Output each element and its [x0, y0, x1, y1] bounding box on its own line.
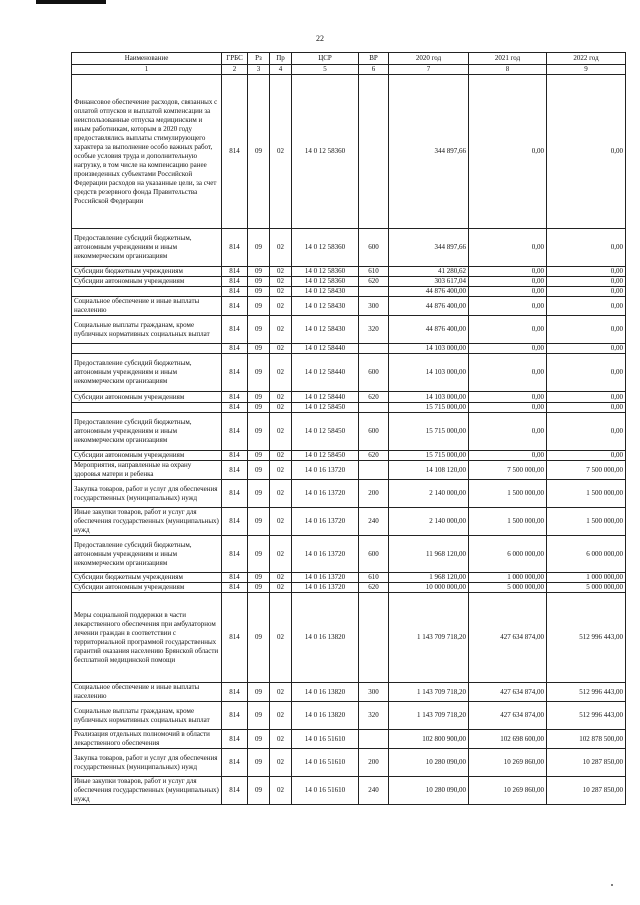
- row-csr: 14 0 12 58360: [292, 75, 359, 229]
- row-grbs: 814: [222, 344, 248, 354]
- row-rz: 09: [248, 461, 270, 480]
- row-name: Социальное обеспечение и иные выплаты населению: [72, 683, 222, 702]
- table-row: [72, 683, 626, 702]
- row-grbs: 814: [222, 403, 248, 413]
- row-amount-2022: 512 996 443,00: [547, 683, 626, 702]
- row-amount-2021: 0,00: [469, 75, 547, 229]
- row-vr: 620: [359, 451, 389, 461]
- row-amount-2021: 1 000 000,00: [469, 573, 547, 583]
- table-row: [72, 316, 626, 344]
- table-row: [72, 277, 626, 287]
- row-pr: 02: [270, 730, 292, 749]
- row-amount-2020: 11 968 120,00: [389, 536, 469, 573]
- row-csr: 14 0 16 51610: [292, 777, 359, 805]
- row-rz: 09: [248, 267, 270, 277]
- table-row: [72, 354, 626, 392]
- row-name: Финансовое обеспечение расходов, связанных с оплатой отпусков и выплатой компенсации за неиспользованные отпуска медицинским и иным работникам, которым в 2020 году предоставлялись выплаты стимулирующего характера за выполнение особо важных работ, особые условия труда и дополнительную нагрузку, в том числе на компенсацию ранее произведенных субъектами Российской Федерации расходов на указанные цели, за счет средств резервного фонда Правительства Российской Федерации: [72, 75, 222, 229]
- row-amount-2021: 10 269 860,00: [469, 749, 547, 777]
- row-csr: 14 0 12 58450: [292, 403, 359, 413]
- row-csr: 14 0 12 58440: [292, 354, 359, 392]
- scan-speck: [611, 884, 613, 886]
- row-grbs: 814: [222, 508, 248, 536]
- table-row: [72, 583, 626, 593]
- row-csr: 14 0 16 13720: [292, 583, 359, 593]
- row-vr: 300: [359, 297, 389, 316]
- row-name: Мероприятия, направленные на охрану здоровья матери и ребенка: [72, 461, 222, 480]
- row-name: Субсидии бюджетным учреждениям: [72, 267, 222, 277]
- row-amount-2022: 0,00: [547, 229, 626, 267]
- row-amount-2021: 10 269 860,00: [469, 777, 547, 805]
- row-name: [72, 403, 222, 413]
- row-csr: 14 0 12 58440: [292, 344, 359, 354]
- row-amount-2020: 14 108 120,00: [389, 461, 469, 480]
- row-amount-2020: 2 140 000,00: [389, 480, 469, 508]
- row-grbs: 814: [222, 461, 248, 480]
- row-vr: [359, 75, 389, 229]
- row-csr: 14 0 16 13820: [292, 683, 359, 702]
- row-vr: 610: [359, 267, 389, 277]
- row-pr: 02: [270, 777, 292, 805]
- row-amount-2022: 0,00: [547, 344, 626, 354]
- row-amount-2021: 1 500 000,00: [469, 480, 547, 508]
- row-amount-2022: 102 878 500,00: [547, 730, 626, 749]
- row-csr: 14 0 16 13720: [292, 480, 359, 508]
- row-name: Субсидии автономным учреждениям: [72, 277, 222, 287]
- row-name: Предоставление субсидий бюджетным, автономным учреждениям и иным некоммерческим организациям: [72, 229, 222, 267]
- row-pr: 02: [270, 267, 292, 277]
- row-amount-2022: 0,00: [547, 316, 626, 344]
- table-row: [72, 730, 626, 749]
- row-amount-2021: 0,00: [469, 287, 547, 297]
- row-name: Реализация отдельных полномочий в области лекарственного обеспечения: [72, 730, 222, 749]
- row-amount-2021: 427 634 874,00: [469, 593, 547, 683]
- column-number: 3: [248, 65, 270, 75]
- row-amount-2020: 344 897,66: [389, 229, 469, 267]
- row-amount-2020: 344 897,66: [389, 75, 469, 229]
- table-row: [72, 573, 626, 583]
- budget-table: [71, 52, 626, 805]
- row-csr: 14 0 12 58430: [292, 287, 359, 297]
- row-rz: 09: [248, 75, 270, 229]
- row-amount-2020: 1 968 120,00: [389, 573, 469, 583]
- column-number: 8: [469, 65, 547, 75]
- table-row: [72, 392, 626, 403]
- row-vr: 200: [359, 480, 389, 508]
- row-amount-2022: 10 287 850,00: [547, 777, 626, 805]
- row-vr: [359, 287, 389, 297]
- column-number: 1: [72, 65, 222, 75]
- row-amount-2022: 0,00: [547, 287, 626, 297]
- row-name: Субсидии автономным учреждениям: [72, 583, 222, 593]
- row-csr: 14 0 16 51610: [292, 749, 359, 777]
- table-row: [72, 229, 626, 267]
- row-rz: 09: [248, 403, 270, 413]
- row-pr: 02: [270, 403, 292, 413]
- row-amount-2021: 0,00: [469, 451, 547, 461]
- row-pr: 02: [270, 277, 292, 287]
- table-row: [72, 403, 626, 413]
- row-amount-2020: 41 280,62: [389, 267, 469, 277]
- header-2022: 2022 год: [547, 53, 626, 65]
- row-rz: 09: [248, 583, 270, 593]
- row-amount-2022: 1 000 000,00: [547, 573, 626, 583]
- row-vr: 600: [359, 413, 389, 451]
- row-pr: 02: [270, 461, 292, 480]
- row-pr: 02: [270, 508, 292, 536]
- row-amount-2022: 6 000 000,00: [547, 536, 626, 573]
- table-row: [72, 451, 626, 461]
- row-grbs: 814: [222, 297, 248, 316]
- header-vr: ВР: [359, 53, 389, 65]
- row-grbs: 814: [222, 354, 248, 392]
- header-grbs: ГРБС: [222, 53, 248, 65]
- row-rz: 09: [248, 508, 270, 536]
- row-amount-2022: 512 996 443,00: [547, 702, 626, 730]
- row-amount-2022: 0,00: [547, 392, 626, 403]
- row-name: [72, 287, 222, 297]
- row-vr: 240: [359, 777, 389, 805]
- row-pr: 02: [270, 573, 292, 583]
- row-amount-2022: 0,00: [547, 277, 626, 287]
- row-pr: 02: [270, 683, 292, 702]
- row-amount-2022: 0,00: [547, 354, 626, 392]
- table-row: [72, 749, 626, 777]
- row-name: Субсидии автономным учреждениям: [72, 451, 222, 461]
- row-grbs: 814: [222, 573, 248, 583]
- row-amount-2020: 44 876 400,00: [389, 316, 469, 344]
- row-csr: 14 0 16 13720: [292, 508, 359, 536]
- row-amount-2020: 1 143 709 718,20: [389, 593, 469, 683]
- row-amount-2021: 0,00: [469, 392, 547, 403]
- row-vr: 200: [359, 749, 389, 777]
- header-row: [72, 53, 626, 65]
- row-amount-2021: 0,00: [469, 229, 547, 267]
- row-grbs: 814: [222, 413, 248, 451]
- row-grbs: 814: [222, 287, 248, 297]
- row-csr: 14 0 12 58430: [292, 297, 359, 316]
- row-grbs: 814: [222, 277, 248, 287]
- table-row: [72, 287, 626, 297]
- row-vr: 300: [359, 683, 389, 702]
- row-vr: 600: [359, 229, 389, 267]
- row-name: Социальные выплаты гражданам, кроме публичных нормативных социальных выплат: [72, 316, 222, 344]
- row-amount-2021: 5 000 000,00: [469, 583, 547, 593]
- page-number: 22: [316, 34, 324, 43]
- row-name: Социальное обеспечение и иные выплаты населению: [72, 297, 222, 316]
- row-vr: 620: [359, 583, 389, 593]
- row-vr: [359, 403, 389, 413]
- table-body: [72, 75, 626, 805]
- row-vr: [359, 593, 389, 683]
- row-rz: 09: [248, 413, 270, 451]
- row-rz: 09: [248, 344, 270, 354]
- row-name: Предоставление субсидий бюджетным, автономным учреждениям и иным некоммерческим организациям: [72, 536, 222, 573]
- row-pr: 02: [270, 413, 292, 451]
- row-csr: 14 0 16 13720: [292, 461, 359, 480]
- row-amount-2021: 1 500 000,00: [469, 508, 547, 536]
- row-pr: 02: [270, 536, 292, 573]
- row-amount-2020: 303 617,04: [389, 277, 469, 287]
- table-row: [72, 702, 626, 730]
- row-amount-2021: 0,00: [469, 403, 547, 413]
- column-number: 7: [389, 65, 469, 75]
- table-row: [72, 536, 626, 573]
- scan-edge-mark: [36, 0, 106, 4]
- row-pr: 02: [270, 593, 292, 683]
- row-csr: 14 0 12 58440: [292, 392, 359, 403]
- row-amount-2021: 0,00: [469, 354, 547, 392]
- row-pr: 02: [270, 75, 292, 229]
- row-vr: 610: [359, 573, 389, 583]
- row-amount-2020: 10 280 090,00: [389, 777, 469, 805]
- row-grbs: 814: [222, 683, 248, 702]
- row-grbs: 814: [222, 702, 248, 730]
- table-row: [72, 777, 626, 805]
- row-amount-2020: 1 143 709 718,20: [389, 702, 469, 730]
- row-rz: 09: [248, 277, 270, 287]
- row-pr: 02: [270, 583, 292, 593]
- row-rz: 09: [248, 749, 270, 777]
- row-grbs: 814: [222, 451, 248, 461]
- header-csr: ЦСР: [292, 53, 359, 65]
- row-amount-2022: 7 500 000,00: [547, 461, 626, 480]
- row-rz: 09: [248, 573, 270, 583]
- row-amount-2020: 15 715 000,00: [389, 451, 469, 461]
- row-pr: 02: [270, 480, 292, 508]
- row-amount-2021: 7 500 000,00: [469, 461, 547, 480]
- row-pr: 02: [270, 702, 292, 730]
- row-vr: [359, 461, 389, 480]
- row-grbs: 814: [222, 777, 248, 805]
- row-amount-2020: 14 103 000,00: [389, 354, 469, 392]
- row-amount-2020: 14 103 000,00: [389, 392, 469, 403]
- row-amount-2020: 44 876 400,00: [389, 287, 469, 297]
- row-amount-2021: 6 000 000,00: [469, 536, 547, 573]
- table-row: [72, 297, 626, 316]
- column-number: 9: [547, 65, 626, 75]
- row-grbs: 814: [222, 480, 248, 508]
- row-amount-2020: 14 103 000,00: [389, 344, 469, 354]
- row-grbs: 814: [222, 583, 248, 593]
- row-rz: 09: [248, 316, 270, 344]
- row-vr: 620: [359, 392, 389, 403]
- row-amount-2021: 0,00: [469, 344, 547, 354]
- row-pr: 02: [270, 297, 292, 316]
- table-row: [72, 480, 626, 508]
- column-number: 5: [292, 65, 359, 75]
- row-grbs: 814: [222, 392, 248, 403]
- row-grbs: 814: [222, 536, 248, 573]
- row-csr: 14 0 12 58360: [292, 277, 359, 287]
- row-amount-2020: 10 280 090,00: [389, 749, 469, 777]
- row-rz: 09: [248, 451, 270, 461]
- row-amount-2020: 15 715 000,00: [389, 413, 469, 451]
- row-name: Субсидии бюджетным учреждениям: [72, 573, 222, 583]
- row-name: Меры социальной поддержки в части лекарственного обеспечения при амбулаторном лечении граждан в соответствии с территориальной программой государственных гарантий оказания населению Брянской области бесплатной медицинской помощи: [72, 593, 222, 683]
- column-number-row: [72, 65, 626, 75]
- row-amount-2022: 0,00: [547, 267, 626, 277]
- row-rz: 09: [248, 354, 270, 392]
- row-name: Предоставление субсидий бюджетным, автономным учреждениям и иным некоммерческим организациям: [72, 413, 222, 451]
- row-amount-2022: 5 000 000,00: [547, 583, 626, 593]
- row-csr: 14 0 16 13820: [292, 593, 359, 683]
- table-row: [72, 508, 626, 536]
- row-grbs: 814: [222, 229, 248, 267]
- row-amount-2021: 0,00: [469, 316, 547, 344]
- row-amount-2022: 1 500 000,00: [547, 480, 626, 508]
- row-pr: 02: [270, 344, 292, 354]
- row-rz: 09: [248, 536, 270, 573]
- row-amount-2022: 0,00: [547, 297, 626, 316]
- row-csr: 14 0 16 51610: [292, 730, 359, 749]
- row-vr: 240: [359, 508, 389, 536]
- row-rz: 09: [248, 777, 270, 805]
- row-amount-2022: 512 996 443,00: [547, 593, 626, 683]
- row-rz: 09: [248, 297, 270, 316]
- row-name: Закупка товаров, работ и услуг для обеспечения государственных (муниципальных) нужд: [72, 749, 222, 777]
- row-grbs: 814: [222, 593, 248, 683]
- row-amount-2020: 15 715 000,00: [389, 403, 469, 413]
- row-pr: 02: [270, 229, 292, 267]
- row-vr: 600: [359, 536, 389, 573]
- row-grbs: 814: [222, 730, 248, 749]
- row-pr: 02: [270, 392, 292, 403]
- row-rz: 09: [248, 730, 270, 749]
- row-vr: 320: [359, 316, 389, 344]
- row-csr: 14 0 12 58430: [292, 316, 359, 344]
- row-name: Субсидии автономным учреждениям: [72, 392, 222, 403]
- row-rz: 09: [248, 702, 270, 730]
- row-grbs: 814: [222, 75, 248, 229]
- table-row: [72, 267, 626, 277]
- row-grbs: 814: [222, 267, 248, 277]
- row-amount-2020: 44 876 400,00: [389, 297, 469, 316]
- row-name: [72, 344, 222, 354]
- row-csr: 14 0 12 58450: [292, 413, 359, 451]
- row-amount-2021: 0,00: [469, 297, 547, 316]
- row-pr: 02: [270, 287, 292, 297]
- row-amount-2020: 1 143 709 718,20: [389, 683, 469, 702]
- row-name: Предоставление субсидий бюджетным, автономным учреждениям и иным некоммерческим организациям: [72, 354, 222, 392]
- row-pr: 02: [270, 749, 292, 777]
- row-grbs: 814: [222, 316, 248, 344]
- row-name: Иные закупки товаров, работ и услуг для обеспечения государственных (муниципальных) нужд: [72, 508, 222, 536]
- row-amount-2022: 0,00: [547, 413, 626, 451]
- row-csr: 14 0 16 13720: [292, 536, 359, 573]
- row-rz: 09: [248, 392, 270, 403]
- row-amount-2022: 0,00: [547, 75, 626, 229]
- row-rz: 09: [248, 229, 270, 267]
- row-name: Закупка товаров, работ и услуг для обеспечения государственных (муниципальных) нужд: [72, 480, 222, 508]
- row-csr: 14 0 16 13820: [292, 702, 359, 730]
- row-amount-2021: 102 698 600,00: [469, 730, 547, 749]
- row-amount-2022: 1 500 000,00: [547, 508, 626, 536]
- column-number: 4: [270, 65, 292, 75]
- header-2020: 2020 год: [389, 53, 469, 65]
- header-2021: 2021 год: [469, 53, 547, 65]
- row-grbs: 814: [222, 749, 248, 777]
- row-vr: [359, 730, 389, 749]
- table-row: [72, 413, 626, 451]
- row-amount-2021: 427 634 874,00: [469, 683, 547, 702]
- row-amount-2021: 0,00: [469, 413, 547, 451]
- row-name: Социальные выплаты гражданам, кроме публичных нормативных социальных выплат: [72, 702, 222, 730]
- row-csr: 14 0 12 58360: [292, 229, 359, 267]
- row-pr: 02: [270, 354, 292, 392]
- header-rz: Рз: [248, 53, 270, 65]
- row-rz: 09: [248, 683, 270, 702]
- column-number: 6: [359, 65, 389, 75]
- row-vr: 600: [359, 354, 389, 392]
- row-csr: 14 0 16 13720: [292, 573, 359, 583]
- row-pr: 02: [270, 451, 292, 461]
- table-row: [72, 461, 626, 480]
- row-amount-2021: 427 634 874,00: [469, 702, 547, 730]
- row-amount-2020: 102 800 900,00: [389, 730, 469, 749]
- row-pr: 02: [270, 316, 292, 344]
- row-amount-2020: 2 140 000,00: [389, 508, 469, 536]
- row-vr: 320: [359, 702, 389, 730]
- header-pr: Пр: [270, 53, 292, 65]
- row-vr: 620: [359, 277, 389, 287]
- row-rz: 09: [248, 480, 270, 508]
- row-csr: 14 0 12 58450: [292, 451, 359, 461]
- table-row: [72, 593, 626, 683]
- row-amount-2020: 10 000 000,00: [389, 583, 469, 593]
- row-amount-2021: 0,00: [469, 267, 547, 277]
- column-number: 2: [222, 65, 248, 75]
- row-amount-2022: 10 287 850,00: [547, 749, 626, 777]
- table-row: [72, 344, 626, 354]
- table-row: [72, 75, 626, 229]
- row-rz: 09: [248, 593, 270, 683]
- row-name: Иные закупки товаров, работ и услуг для обеспечения государственных (муниципальных) нужд: [72, 777, 222, 805]
- row-rz: 09: [248, 287, 270, 297]
- row-csr: 14 0 12 58360: [292, 267, 359, 277]
- row-amount-2022: 0,00: [547, 451, 626, 461]
- row-amount-2021: 0,00: [469, 277, 547, 287]
- row-vr: [359, 344, 389, 354]
- header-name: Наименование: [72, 53, 222, 65]
- row-amount-2022: 0,00: [547, 403, 626, 413]
